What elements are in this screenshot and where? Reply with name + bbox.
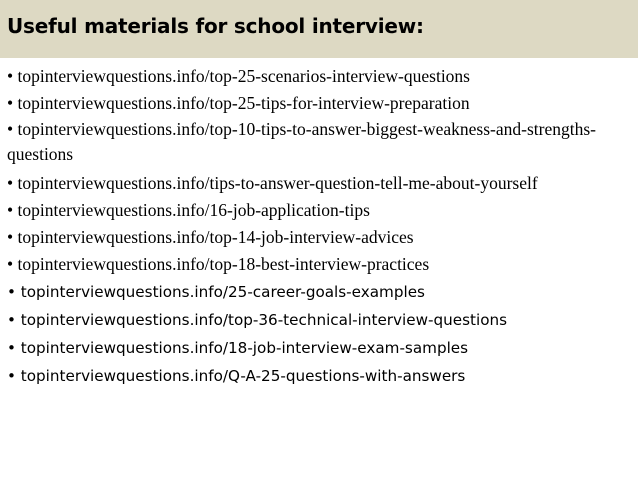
bullet: • [7,339,16,357]
link-text[interactable]: topinterviewquestions.info/25-career-goals-examples [20,283,425,301]
list-item[interactable] [7,90,629,117]
list-item[interactable] [7,306,629,334]
bullet: • [7,93,14,113]
title-bar [0,0,638,58]
list-item[interactable] [7,117,629,167]
bullet: • [7,200,14,220]
bullet: • [7,254,14,274]
link-text[interactable]: topinterviewquestions.info/Q-A-25-questions-with-answers [20,367,466,385]
link-text[interactable]: topinterviewquestions.info/16-job-application-tips [17,200,370,220]
materials-list [7,63,629,390]
bullet: • [7,173,14,193]
bullet: • [7,66,14,86]
link-text[interactable]: topinterviewquestions.info/top-10-tips-to-answer-biggest-weakness-and-strengths-questions [7,119,596,164]
slide-title: Useful materials for school interview: [7,14,424,38]
link-text[interactable]: topinterviewquestions.info/18-job-interview-exam-samples [20,339,469,357]
bullet: • [7,311,16,329]
bullet: • [7,283,16,301]
link-text[interactable]: topinterviewquestions.info/top-25-tips-for-interview-preparation [17,93,470,113]
link-text[interactable]: topinterviewquestions.info/tips-to-answer-question-tell-me-about-yourself [17,173,538,193]
list-item[interactable] [7,197,629,224]
list-item[interactable] [7,63,629,90]
list-item[interactable] [7,334,629,362]
list-item[interactable] [7,362,629,390]
list-item[interactable] [7,170,629,197]
list-item[interactable] [7,251,629,278]
list-item[interactable] [7,278,629,306]
bullet: • [7,119,14,139]
link-text[interactable]: topinterviewquestions.info/top-25-scenarios-interview-questions [17,66,470,86]
link-text[interactable]: topinterviewquestions.info/top-36-technical-interview-questions [20,311,508,329]
bullet: • [7,227,14,247]
link-text[interactable]: topinterviewquestions.info/top-18-best-interview-practices [17,254,430,274]
link-text[interactable]: topinterviewquestions.info/top-14-job-interview-advices [17,227,414,247]
list-item[interactable] [7,224,629,251]
bullet: • [7,367,16,385]
